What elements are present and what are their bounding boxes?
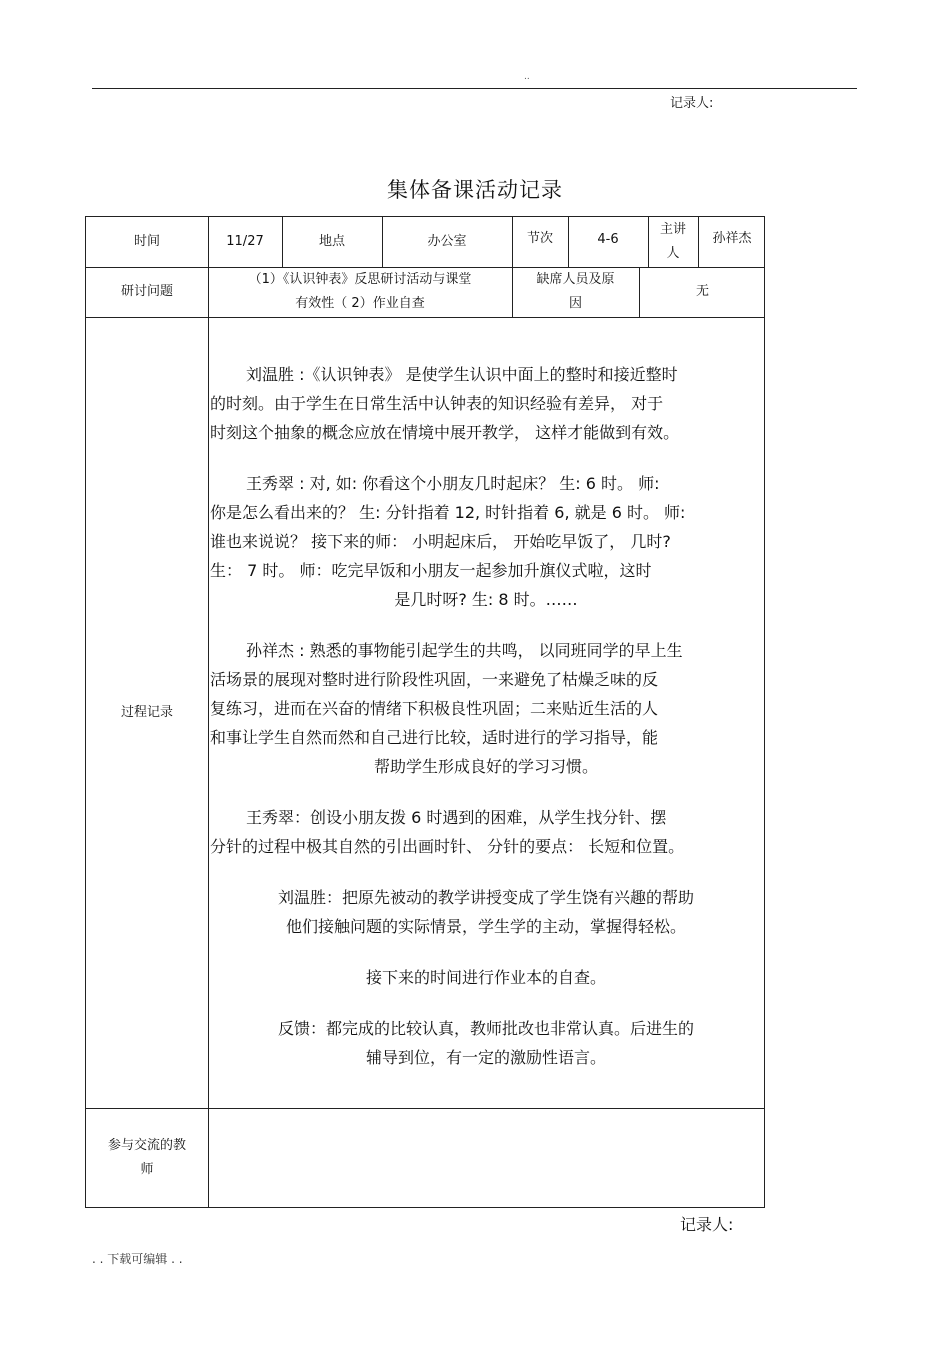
process-paragraph-2 — [210, 469, 762, 614]
text-line: 复练习，进而在兴奋的情绪下积极良性巩固；二来贴近生活的人 — [210, 699, 659, 718]
text-line: 时刻这个抽象的概念应放在情境中展开教学， 这样才能做到有效。 — [210, 423, 680, 442]
text-line: 反馈：都完成的比较认真，教师批改也非常认真。后进生的 — [277, 1019, 694, 1038]
document-title: 集体备课活动记录 — [387, 178, 563, 202]
process-paragraph-6 — [210, 963, 762, 992]
process-paragraph-4 — [210, 803, 762, 861]
text-line: 你是怎么看出来的？ 生: 分针指着 12, 时针指着 6, 就是 6 时。 师: — [210, 503, 686, 522]
absent-label-line2: 因 — [568, 296, 582, 311]
text-line: 孙祥杰 : 熟悉的事物能引起学生的共鸣， 以同班同学的早上生 — [246, 641, 683, 660]
speaker-label-line1: 主讲 — [659, 222, 686, 237]
place-value: 办公室 — [427, 234, 467, 249]
teachers-label-line2: 师 — [140, 1161, 154, 1177]
process-paragraph-7 — [210, 1014, 762, 1072]
text-line: 谁也来说说？ 接下来的师： 小明起床后， 开始吃早饭了， 几时? — [210, 532, 671, 551]
process-record — [210, 360, 762, 1094]
text-line: 他们接触问题的实际情景，学生学的主动，掌握得轻松。 — [285, 917, 686, 936]
time-label: 时间 — [133, 234, 160, 249]
footer-note: . . 下载可编辑 . . — [92, 1252, 183, 1266]
text-line: 分针的过程中极其自然的引出画时针、 分针的要点： 长短和位置。 — [210, 837, 685, 856]
text-line: 生： 7 时。 师：吃完早饭和小朋友一起参加升旗仪式啦，这时 — [210, 561, 652, 580]
absent-value: 无 — [695, 284, 709, 299]
recorder-label-top: 记录人: — [670, 96, 714, 111]
text-line: 是几时呀? 生: 8 时。…… — [394, 590, 578, 609]
column-divider — [208, 217, 209, 1207]
time-value: 11/27 — [226, 234, 264, 249]
process-paragraph-3 — [210, 636, 762, 781]
period-value: 4-6 — [597, 232, 619, 247]
speaker-label-line2: 人 — [666, 246, 680, 261]
topic-line-2: 有效性（ 2）作业自查 — [295, 296, 425, 311]
recorder-label-bottom: 记录人: — [680, 1215, 734, 1234]
header-rule — [92, 88, 857, 89]
record-table — [85, 216, 765, 1208]
topic-label: 研讨问题 — [120, 284, 173, 299]
text-line: 和事让学生自然而然和自己进行比较，适时进行的学习指导，能 — [210, 728, 659, 747]
process-paragraph-1 — [210, 360, 762, 447]
text-line: 刘温胜 :《认识钟表》 是使学生认识中面上的整时和接近整时 — [246, 365, 678, 384]
text-line: 王秀翠：创设小朋友拨 6 时遇到的困难，从学生找分针、摆 — [246, 808, 667, 827]
process-label: 过程记录 — [120, 704, 173, 720]
speaker-value: 孙祥杰 — [712, 231, 752, 246]
process-paragraph-5 — [210, 883, 762, 941]
topic-value — [208, 267, 512, 317]
absent-label-line1: 缺席人员及原 — [536, 272, 615, 287]
text-line: 辅导到位，有一定的激励性语言。 — [365, 1048, 606, 1067]
text-line: 活场景的展现对整时进行阶段性巩固，一来避免了枯燥乏味的反 — [210, 670, 659, 689]
header-dots: .. — [524, 72, 530, 82]
teachers-label — [86, 1108, 208, 1207]
speaker-label — [648, 217, 698, 267]
text-line: 接下来的时间进行作业本的自查。 — [365, 968, 606, 987]
text-line: 王秀翠 : 对, 如: 你看这个小朋友几时起床？ 生: 6 时。 师: — [246, 474, 660, 493]
text-line: 刘温胜：把原先被动的教学讲授变成了学生饶有兴趣的帮助 — [277, 888, 694, 907]
period-label: 节次 — [526, 231, 553, 246]
text-line: 的时刻。由于学生在日常生活中认钟表的知识经验有差异， 对于 — [210, 394, 664, 413]
teachers-label-line1: 参与交流的教 — [107, 1137, 186, 1153]
absent-label — [512, 267, 639, 317]
topic-line-1: （1）《认识钟表》反思研讨活动与课堂 — [248, 272, 472, 287]
text-line: 帮助学生形成良好的学习习惯。 — [373, 757, 598, 776]
place-label: 地点 — [318, 234, 345, 249]
